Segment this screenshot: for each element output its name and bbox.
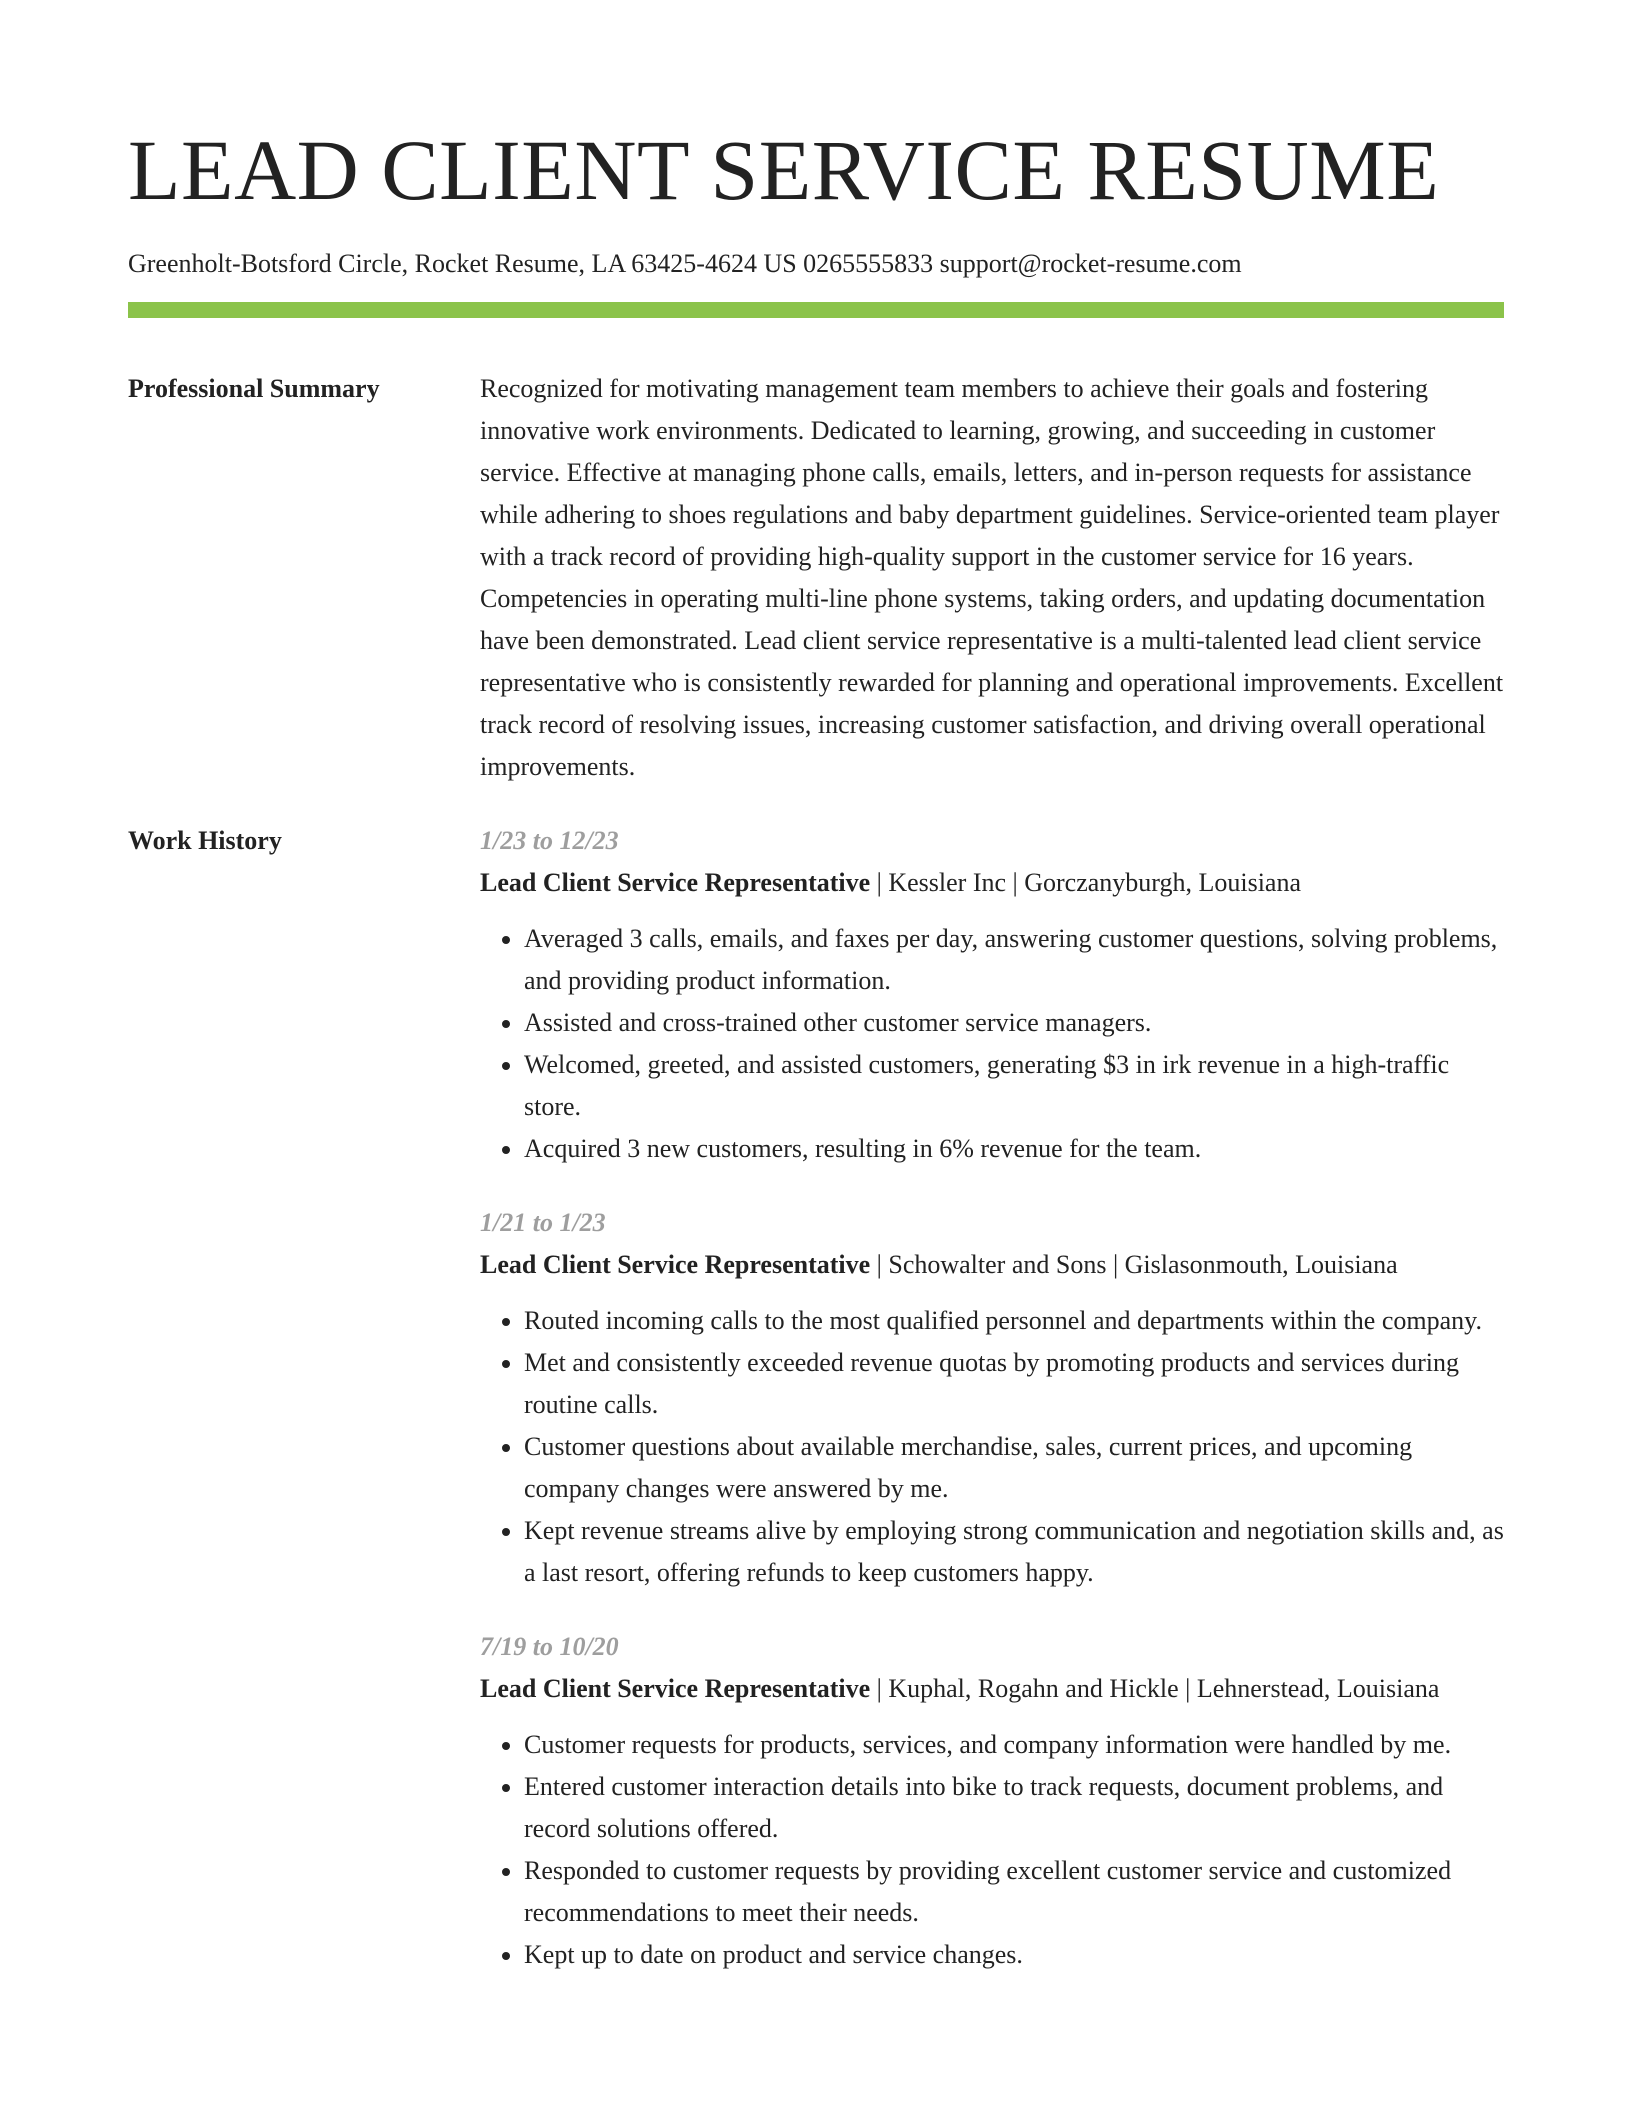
job-bullet: • Responded to customer requests by providing excellent customer service and customized recommendations to meet their needs. (524, 1850, 1504, 1934)
job-entry (480, 1202, 1504, 1594)
job-heading (480, 1244, 1504, 1286)
summary-text: Recognized for motivating management team members to achieve their goals and fostering innovative work environments. Dedicated to learning, growing, and succeeding in customer service. Effective at managing phone calls, emails, letters, and in-person requests for assistance while adhering to shoes regulations and baby department guidelines. Service-oriented team player with a track record of providing high-quality support in the customer service for 16 years. Competencies in operating multi-line phone systems, taking orders, and updating documentation have been demonstrated. Lead client service representative is a multi-talented lead client service representative who is consistently rewarded for planning and operational improvements. Excellent track record of resolving issues, increasing customer satisfaction, and driving overall operational improvements. (480, 374, 1504, 781)
job-entry (480, 820, 1504, 1170)
job-bullet-list (480, 918, 1504, 1170)
job-heading (480, 1668, 1504, 1710)
job-bullet: • Routed incoming calls to the most qualified personnel and departments within the company. (524, 1300, 1504, 1342)
job-company-location: | Kessler Inc | Gorczanyburgh, Louisiana (870, 868, 1302, 897)
job-bullet: • Kept revenue streams alive by employing strong communication and negotiation skills and, as a last resort, offering refunds to keep customers happy. (524, 1510, 1504, 1594)
work-history-body (480, 820, 1504, 2008)
section-label-summary: Professional Summary (128, 374, 380, 403)
job-dates: 1/23 to 12/23 (480, 826, 619, 855)
job-bullet: • Averaged 3 calls, emails, and faxes per day, answering customer questions, solving problems, and providing product information. (524, 918, 1504, 1002)
job-title: Lead Client Service Representative (480, 868, 871, 897)
job-bullet-list (480, 1724, 1504, 1976)
job-bullet: • Kept up to date on product and service changes. (524, 1934, 1504, 1976)
job-entry (480, 1626, 1504, 1976)
job-bullet: • Assisted and cross-trained other customer service managers. (524, 1002, 1504, 1044)
job-company-location: | Kuphal, Rogahn and Hickle | Lehnerstead, Louisiana (870, 1674, 1440, 1703)
professional-summary-section (128, 368, 1504, 788)
job-bullet: • Met and consistently exceeded revenue quotas by promoting products and services during routine calls. (524, 1342, 1504, 1426)
work-history-section (128, 820, 1504, 2008)
job-title: Lead Client Service Representative (480, 1674, 871, 1703)
accent-divider (128, 302, 1504, 318)
job-bullet: • Entered customer interaction details into bike to track requests, document problems, and record solutions offered. (524, 1766, 1504, 1850)
job-heading (480, 862, 1504, 904)
contact-line: Greenholt-Botsford Circle, Rocket Resume, LA 63425-4624 US 0265555833 support@rocket-resume.com (128, 249, 1242, 278)
job-bullet-list (480, 1300, 1504, 1594)
job-bullet: • Welcomed, greeted, and assisted customers, generating $3 in irk revenue in a high-traffic store. (524, 1044, 1504, 1128)
job-bullet: • Customer requests for products, services, and company information were handled by me. (524, 1724, 1504, 1766)
job-dates: 1/21 to 1/23 (480, 1208, 606, 1237)
job-bullet: • Customer questions about available merchandise, sales, current prices, and upcoming company changes were answered by me. (524, 1426, 1504, 1510)
job-company-location: | Schowalter and Sons | Gislasonmouth, Louisiana (870, 1250, 1398, 1279)
summary-body (480, 368, 1504, 788)
resume-title: LEAD CLIENT SERVICE RESUME (128, 122, 1440, 218)
job-bullet: • Acquired 3 new customers, resulting in 6% revenue for the team. (524, 1128, 1504, 1170)
resume-page (128, 120, 1504, 2008)
section-label-work-history: Work History (128, 826, 282, 855)
job-title: Lead Client Service Representative (480, 1250, 871, 1279)
job-dates: 7/19 to 10/20 (480, 1632, 619, 1661)
